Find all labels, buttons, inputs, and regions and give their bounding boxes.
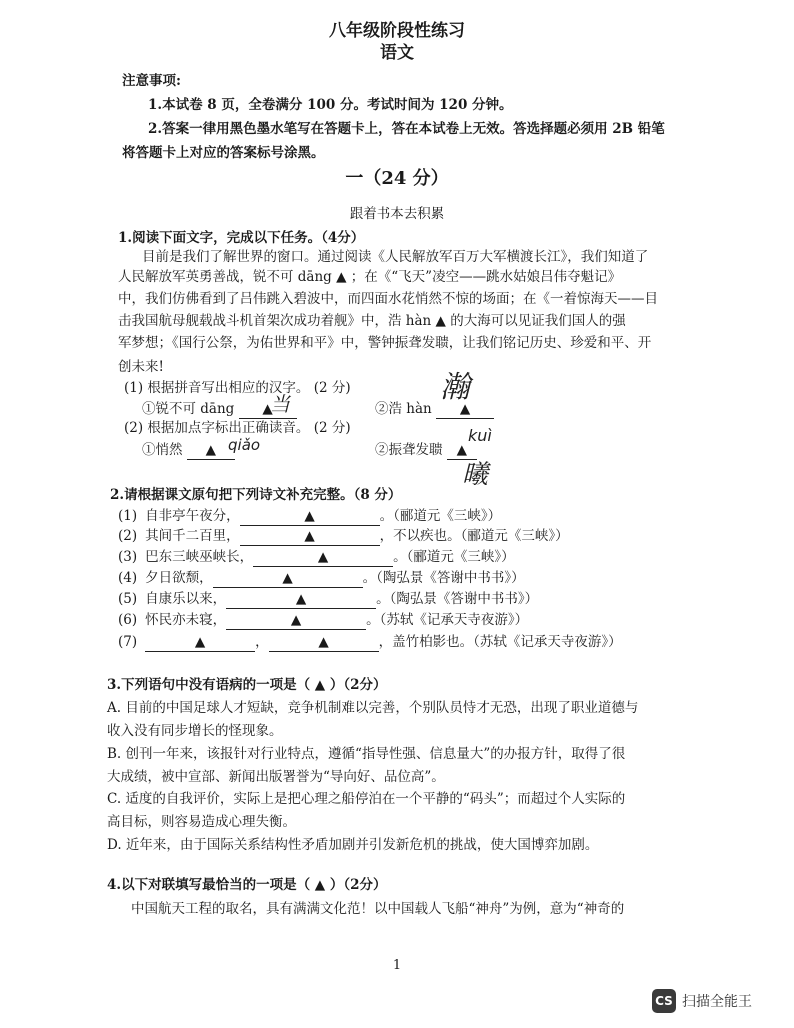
subject-title: 语文 [380,43,414,63]
notice-item-2: 2.答案一律用黑色墨水笔写在答题卡上，答在本试卷上无效。答选择题必须用 2B 铅笔 [148,121,665,137]
triangle-marker: ▲ [290,612,302,628]
q3-option-line: C. 适度的自我评价，实际上是把心理之船停泊在一个平静的“码头”；而超过个人实际的 [107,791,626,807]
q1-sub2-b-label: ②振聋发聩 [375,442,443,458]
notice-item-3: 将答题卡上对应的答案标号涂黑。 [122,145,325,161]
q3-option-line: 高目标，则容易造成心理失衡。 [107,814,296,830]
handwritten-mark: 曦 [462,460,489,490]
q2-line-number: (6) [118,612,138,628]
triangle-marker: ▲ [459,401,471,417]
handwritten-answer: 当 [270,392,290,416]
answer-blank [145,633,255,652]
q2-line-source: 。（郦道元《三峡》） [379,508,502,524]
q2-line-number: (7) [118,634,138,650]
q4-text: 中国航天工程的取名，具有满满文化范！以中国载人飞船“神舟”为例，意为“神奇的 [131,901,625,917]
q2-line-prefix: 怀民亦未寝， [145,612,227,628]
page-number: 1 [392,958,402,973]
notice-item-1: 1.本试卷 8 页，全卷满分 100 分。考试时间为 120 分钟。 [148,97,513,113]
q2-comma: ， [255,634,269,650]
handwritten-answer: qiǎo [228,436,261,454]
triangle-marker: ▲ [295,591,307,607]
q2-line [118,548,515,567]
q2-line-number: (4) [118,570,138,586]
section-title: 一（24 分） [345,168,449,189]
q2-line-prefix: 自康乐以来， [145,591,227,607]
q2-line [118,507,501,526]
q1-passage-line: 目前是我们了解世界的窗口。通过阅读《人民解放军百万大军横渡长江》，我们知道了 [142,249,649,265]
q2-stem: 2.请根据课文原句把下列诗文补充完整。（8 分） [110,487,402,503]
triangle-marker: ▲ [456,442,467,458]
q1-sub1-b-label: ②浩 hàn [375,401,432,417]
triangle-marker: ▲ [262,401,273,417]
triangle-marker: ▲ [194,634,206,650]
q2-line-number: (3) [118,549,138,565]
q2-line-prefix: 夕日欲颓， [145,570,213,586]
q2-line-prefix: 其间千二百里， [145,528,240,544]
q2-line-source: 。（苏轼《记承天寺夜游》） [366,612,529,628]
q3-option-line: 收入没有同步增长的怪现象。 [107,723,283,739]
scanner-badge [652,988,752,1014]
q3-option-line: A. 目前的中国足球人才短缺，竞争机制难以完善，个别队员恃才无恐，出现了职业道德与 [107,700,639,716]
q2-line-prefix: 自非亭午夜分， [145,508,240,524]
q1-stem: 1.阅读下面文字，完成以下任务。（4分） [118,230,365,246]
q2-line-source: ，不以疾也。（郦道元《三峡》） [379,528,569,544]
triangle-marker: ▲ [304,528,315,544]
triangle-marker: ▲ [317,549,329,565]
q2-line [118,527,569,546]
triangle-marker: ▲ [304,508,315,524]
notice-heading: 注意事项: [122,73,181,89]
q2-line-source: 。（郦道元《三峡》） [393,549,515,565]
answer-blank [269,633,379,652]
q2-line [118,633,622,652]
answer-blank [226,611,366,630]
q1-passage-line: 中，我们仿佛看到了吕伟跳入碧波中，而四面水花悄然不惊的场面；在《一着惊海天——目 [118,291,658,307]
q2-line-source: 。（陶弘景《答谢中书书》） [376,591,539,607]
q2-line-source: ，盖竹柏影也。（苏轼《记承天寺夜游》） [378,634,622,650]
q1-sub2-a-label: ①悄然 [142,442,183,458]
q1-sub1-b [375,400,494,419]
triangle-marker: ▲ [318,634,329,650]
q2-line-source: 。（陶弘景《答谢中书书》） [362,570,525,586]
q1-sub2: (2) 根据加点字标出正确读音。 (2 分) [124,420,351,436]
q3-option-line: D. 近年来，由于国际关系结构性矛盾加剧并引发新危机的挑战，使大国博弈加剧。 [107,837,599,853]
q1-passage-line: 军梦想；《国行公祭，为佑世界和平》中，警钟振聋发聩，让我们铭记历史、珍爱和平、开 [118,335,652,351]
section-subtitle: 跟着书本去积累 [349,206,445,222]
triangle-marker: ▲ [205,442,216,458]
q1-passage-line: 创未来! [118,359,164,375]
q2-line-number: (5) [118,591,138,607]
q2-line-number: (2) [118,528,138,544]
answer-blank [213,569,363,588]
answer-blank [226,590,376,609]
triangle-marker: ▲ [282,570,293,586]
q3-stem: 3.下列语句中没有语病的一项是（ ▲ ）（2分） [107,677,387,693]
camscanner-icon: CS [652,989,676,1013]
q2-line-prefix: 巴东三峡巫峡长， [145,549,254,565]
page-title: 八年级阶段性练习 [329,21,465,41]
handwritten-answer: 瀚 [440,370,470,405]
q1-sub1: (1) 根据拼音写出相应的汉字。 (2 分) [124,380,351,396]
q4-stem: 4.以下对联填写最恰当的一项是（ ▲ ）（2分） [107,877,387,893]
q2-line-number: (1) [118,508,138,524]
q3-option-line: B. 创刊一年来，该报针对行业特点，遵循“指导性强、信息量大”的办报方针，取得了很 [107,746,626,762]
answer-blank [240,507,380,526]
answer-blank [240,527,380,546]
handwritten-answer: kuì [468,426,492,445]
answer-blank [253,548,393,567]
q1-passage-line: 人民解放军英勇善战，锐不可 dāng ▲ ；在《“飞天”凌空——跳水姑娘吕伟夺魁记》 [118,269,622,285]
q1-sub2-a [142,441,235,460]
q1-passage-line: 击我国航母舰载战斗机首架次成功着舰》中，浩 hàn ▲ 的大海可以见证我们国人的强 [118,313,626,329]
scanner-badge-text: 扫描全能王 [682,994,752,1010]
q2-line [118,590,538,609]
q1-sub1-a-label: ①锐不可 dāng [142,401,235,417]
q3-option-line: 大成绩，被中宣部、新闻出版署誉为“导向好、品位高”。 [107,769,445,785]
q2-line [118,569,525,588]
q2-line [118,611,528,630]
